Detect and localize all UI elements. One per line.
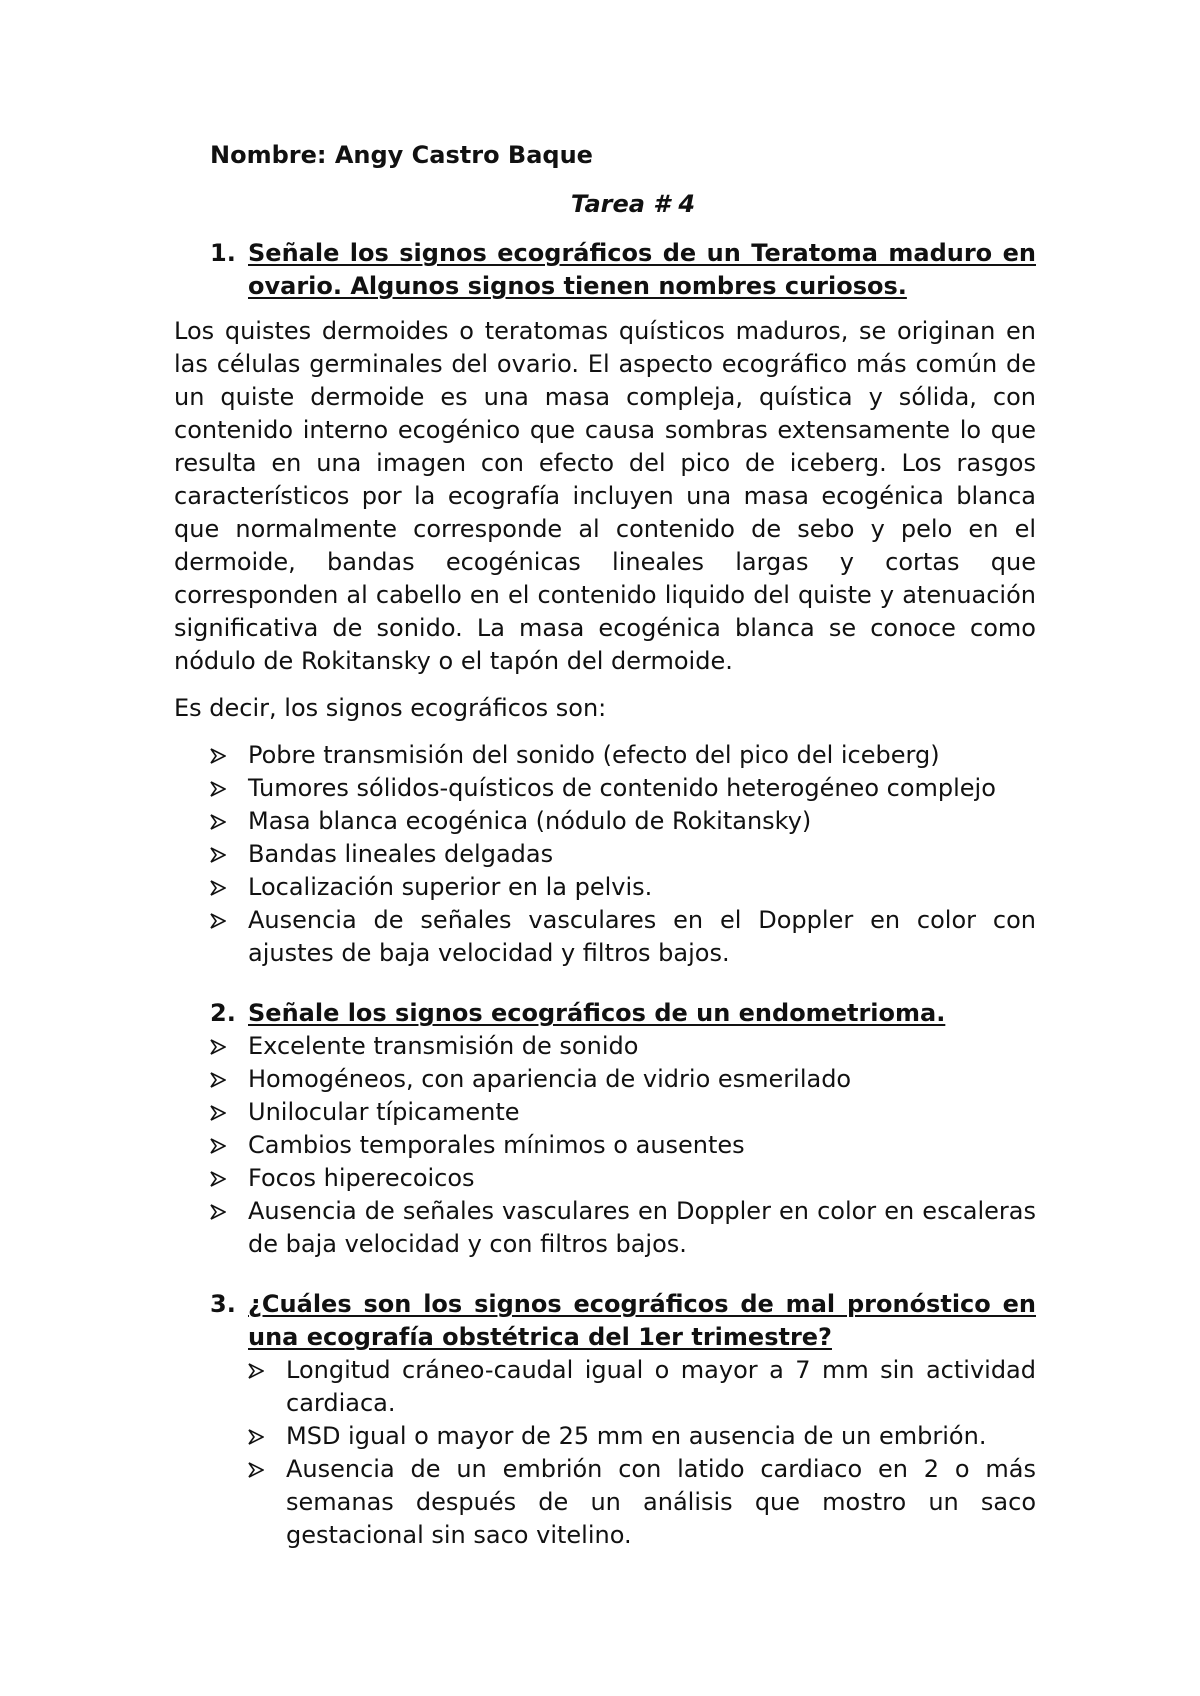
- question-2-number: 2.: [210, 999, 236, 1027]
- document-page: [174, 138, 1036, 1552]
- arrow-bullet-icon: [210, 1030, 248, 1063]
- question-1-text: Señale los signos ecográficos de un Teratoma maduro en ovario. Algunos signos tienen nombres curiosos.: [248, 239, 1036, 300]
- arrow-bullet-icon: [248, 1453, 286, 1486]
- question-1-number: 1.: [210, 239, 236, 267]
- arrow-bullet-icon: [210, 1096, 248, 1129]
- list-item: Bandas lineales delgadas: [210, 838, 1036, 871]
- list-item: Tumores sólidos-quísticos de contenido heterogéneo complejo: [210, 772, 1036, 805]
- arrow-bullet-icon: [210, 1195, 248, 1228]
- question-2-list: [174, 1030, 1036, 1261]
- arrow-bullet-icon: [210, 805, 248, 838]
- list-item: Pobre transmisión del sonido (efecto del pico del iceberg): [210, 739, 1036, 772]
- list-item: Ausencia de un embrión con latido cardiaco en 2 o más semanas después de un análisis que mostro un saco gestacional sin saco vitelino.: [248, 1453, 1036, 1552]
- question-1-answer-paragraph: Los quistes dermoides o teratomas quísticos maduros, se originan en las células germinales del ovario. El aspecto ecográfico más común de un quiste dermoide es una masa compleja, quística y sólida, con contenido interno ecogénico que causa sombras extensamente lo que resulta en una imagen con efecto del pico de iceberg. Los rasgos característicos por la ecografía incluyen una masa ecogénica blanca que normalmente corresponde al contenido de sebo y pelo en el dermoide, bandas ecogénicas lineales largas y cortas que corresponden al cabello en el contenido liquido del quiste y atenuación significativa de sonido. La masa ecogénica blanca se conoce como nódulo de Rokitansky o el tapón del dermoide.: [174, 317, 1036, 675]
- question-1-list: [174, 739, 1036, 970]
- student-name: Nombre: Angy Castro Baque: [210, 141, 593, 169]
- arrow-bullet-icon: [210, 1162, 248, 1195]
- arrow-bullet-icon: [248, 1420, 286, 1453]
- arrow-bullet-icon: [248, 1354, 286, 1387]
- list-item: Longitud cráneo-caudal igual o mayor a 7 mm sin actividad cardiaca.: [248, 1354, 1036, 1420]
- question-1: [210, 237, 1036, 303]
- arrow-bullet-icon: [210, 904, 248, 937]
- list-item: MSD igual o mayor de 25 mm en ausencia de un embrión.: [248, 1420, 1036, 1453]
- question-2: [210, 997, 1036, 1030]
- question-3-list: [174, 1354, 1036, 1552]
- list-item: Localización superior en la pelvis.: [210, 871, 1036, 904]
- question-2-text: Señale los signos ecográficos de un endometrioma.: [248, 999, 946, 1027]
- arrow-bullet-icon: [210, 739, 248, 772]
- question-3: [210, 1288, 1036, 1354]
- question-3-number: 3.: [210, 1290, 236, 1318]
- arrow-bullet-icon: [210, 838, 248, 871]
- list-item: Ausencia de señales vasculares en el Doppler en color con ajustes de baja velocidad y filtros bajos.: [210, 904, 1036, 970]
- list-item: Excelente transmisión de sonido: [210, 1030, 1036, 1063]
- list-item: Cambios temporales mínimos o ausentes: [210, 1129, 1036, 1162]
- list-item: Ausencia de señales vasculares en Doppler en color en escaleras de baja velocidad y con filtros bajos.: [210, 1195, 1036, 1261]
- question-1-intro: Es decir, los signos ecográficos son:: [174, 694, 607, 722]
- arrow-bullet-icon: [210, 871, 248, 904]
- list-item: Homogéneos, con apariencia de vidrio esmerilado: [210, 1063, 1036, 1096]
- question-3-text: ¿Cuáles son los signos ecográficos de mal pronóstico en una ecografía obstétrica del 1er trimestre?: [248, 1290, 1036, 1351]
- list-item: Focos hiperecoicos: [210, 1162, 1036, 1195]
- arrow-bullet-icon: [210, 1129, 248, 1162]
- list-item: Masa blanca ecogénica (nódulo de Rokitansky): [210, 805, 1036, 838]
- arrow-bullet-icon: [210, 772, 248, 805]
- list-item: Unilocular típicamente: [210, 1096, 1036, 1129]
- arrow-bullet-icon: [210, 1063, 248, 1096]
- assignment-title: Tarea # 4: [570, 190, 696, 218]
